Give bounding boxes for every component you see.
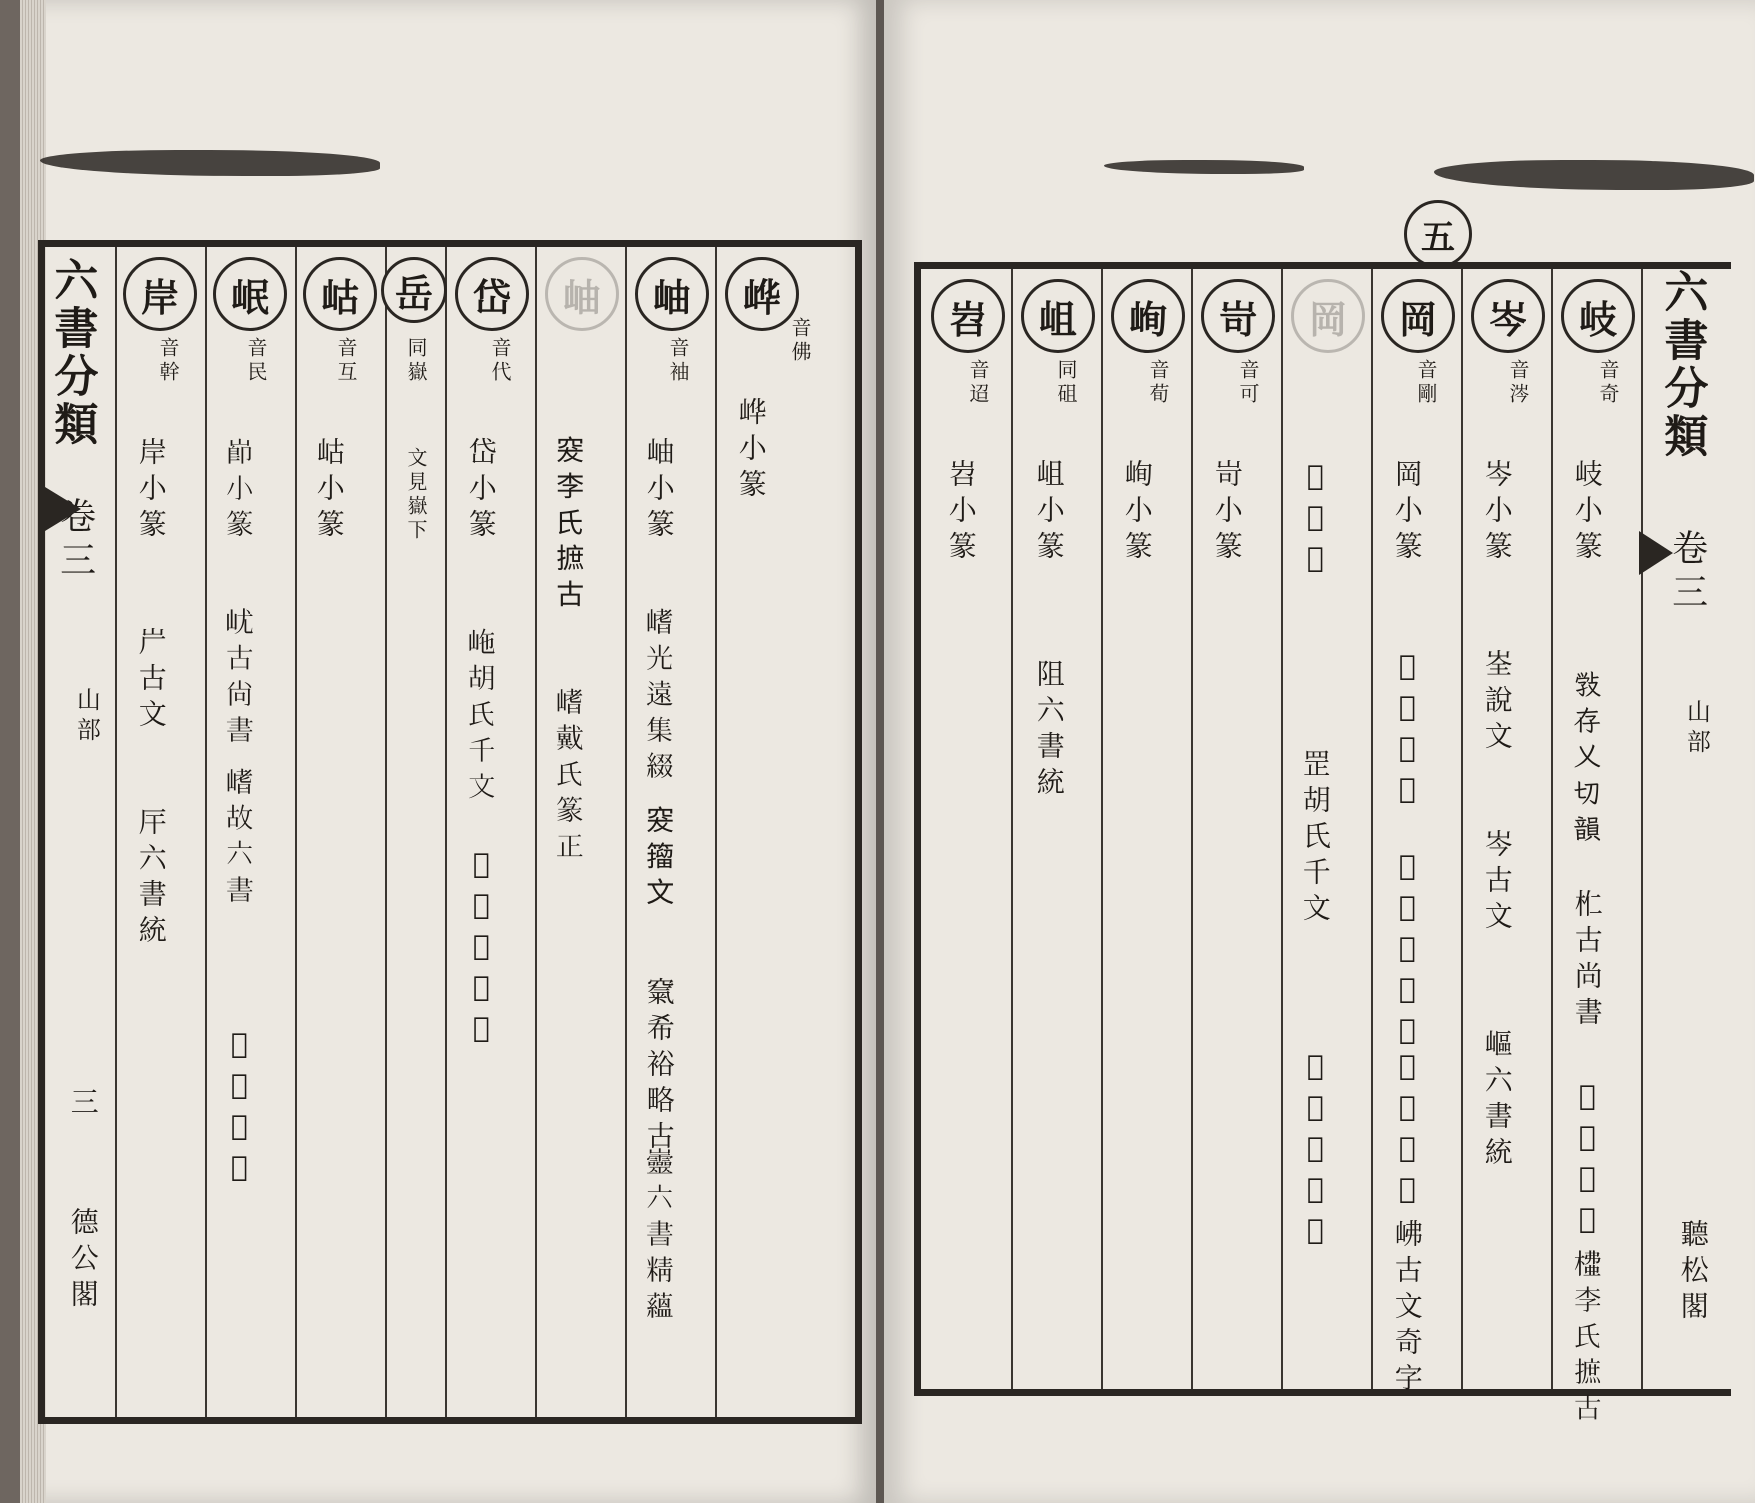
entry-reading: 音幹 — [156, 337, 180, 385]
entry-line: 𡺸光遠集綴 — [642, 607, 676, 787]
entry-line: 岑古文 — [1480, 829, 1514, 937]
fishtail-marker — [45, 487, 81, 531]
entry-head: 岑 — [1471, 279, 1545, 353]
entry-line: 岫小篆 — [642, 437, 676, 545]
right-page — [884, 0, 1755, 1503]
entry-line: 𡵔古尚書 — [222, 607, 256, 751]
entry-line: 𡵽六書精蘊 — [464, 847, 498, 1052]
entry-line: 𥧔希裕略古 — [642, 977, 676, 1157]
entry-line: 𥥛李氏摭古 — [552, 437, 586, 617]
entry-head: 岡 — [1381, 279, 1455, 353]
entry-line: 𡶊胡氏千文 — [464, 627, 498, 807]
entry-line: 岡小篆 — [1390, 459, 1424, 567]
entry-reading: 音奇 — [1596, 359, 1620, 407]
entry-reading: 音佛 — [788, 317, 812, 365]
entry-head: 岫 — [635, 257, 709, 331]
fishtail-marker — [1639, 531, 1673, 575]
entry-head: 㟆 — [725, 257, 799, 331]
ink-smudge — [1434, 160, 1754, 190]
entry-head: 岵 — [303, 257, 377, 331]
entry-head: 峋 — [1111, 279, 1185, 353]
entry-line: 罡胡氏千文 — [1298, 749, 1332, 929]
book-title: 六書分類 — [1656, 269, 1708, 461]
entry-line: 㟆小篆 — [734, 397, 768, 505]
entry-reading: 音袖 — [666, 337, 690, 385]
entry-reading: 音剛 — [1414, 359, 1438, 407]
volume-label: 卷三 — [1666, 529, 1708, 617]
entry-head: 岡 — [1291, 279, 1365, 353]
entry-line: 岱小篆 — [464, 437, 498, 545]
publisher-label: 德公閣 — [66, 1207, 100, 1315]
entry-line: 𡿡六書精蘊 — [642, 1147, 676, 1327]
entry-reading: 音迢 — [966, 359, 990, 407]
entry-head: 岱 — [455, 257, 529, 331]
section-label: 山部 — [1682, 699, 1711, 759]
entry-line: 岧小篆 — [944, 459, 978, 567]
entry-line: 𣏴古尚書 — [1570, 889, 1604, 1033]
entry-line: 峑說文 — [1480, 649, 1514, 757]
entry-head: 岫 — [545, 257, 619, 331]
entry-line: 岵小篆 — [312, 437, 346, 545]
entry-line: 𡶀戴氏篆正 — [1298, 1049, 1332, 1254]
entry-reading: 音代 — [488, 337, 512, 385]
folio-number: 五 — [1404, 200, 1472, 268]
entry-line: 岑小篆 — [1480, 459, 1514, 567]
entry-line: 岨小篆 — [1032, 459, 1066, 567]
entry-line: 𡺸戴氏篆正 — [552, 687, 586, 867]
entry-line: 𡵨華嶽碑 — [1390, 649, 1424, 813]
left-frame — [38, 240, 862, 1424]
section-label: 山部 — [72, 687, 101, 747]
entry-head: 岨 — [1021, 279, 1095, 353]
entry-reading: 音互 — [334, 337, 358, 385]
entry-line: 𡸋義雲章 — [1390, 1049, 1424, 1213]
ink-smudge — [40, 150, 380, 176]
entry-line: 𣙶李氏摭古 — [1570, 1249, 1604, 1429]
entry-line: 岢小篆 — [1210, 459, 1244, 567]
ink-smudge — [1104, 160, 1304, 174]
left-page — [20, 0, 878, 1503]
entry-reading: 音民 — [244, 337, 268, 385]
entry-line: 𥥛籀文 — [642, 807, 676, 915]
folio-number: 三 — [66, 1087, 100, 1123]
entry-line: 阻六書統 — [1032, 659, 1066, 803]
publisher-label: 聽松閣 — [1676, 1219, 1710, 1327]
entry-line: 𢼭古漢書 — [1570, 1079, 1604, 1243]
entry-head: 岧 — [931, 279, 1005, 353]
entry-line: 岸小篆 — [134, 437, 168, 545]
entry-head: 岷 — [213, 257, 287, 331]
entry-head: 岳 — [381, 257, 447, 323]
entry-head: 岸 — [123, 257, 197, 331]
right-frame — [914, 262, 1731, 1429]
entry-line: 厈六書統 — [134, 807, 168, 951]
entry-line: 嶇六書統 — [1480, 1029, 1514, 1173]
entry-line: 𡸎小篆 — [222, 437, 256, 545]
entry-line: 𡺸故六書 — [222, 767, 256, 911]
entry-line: 峋小篆 — [1120, 459, 1154, 567]
entry-line: 𡵍古文 — [1298, 459, 1332, 582]
entry-line: 屵古文 — [134, 627, 168, 735]
entry-line: 文見嶽下 — [404, 447, 428, 543]
entry-line: 𡻖六書統 — [222, 1027, 256, 1191]
entry-reading: 同嶽 — [404, 337, 428, 385]
entry-line: 𡶒古文奇字 — [1390, 1219, 1424, 1399]
entry-line: 𡶓比干墓銘 — [1390, 849, 1424, 1054]
book-title: 六書分類 — [46, 257, 98, 449]
entry-reading: 音可 — [1236, 359, 1260, 407]
entry-head: 岐 — [1561, 279, 1635, 353]
entry-reading: 同砠 — [1054, 359, 1078, 407]
entry-reading: 音涔 — [1506, 359, 1530, 407]
entry-reading: 音荀 — [1146, 359, 1170, 407]
entry-line: 岐小篆 — [1570, 459, 1604, 567]
volume-label: 卷三 — [54, 497, 96, 585]
entry-line: 𢽾存乂切韻 — [1570, 669, 1604, 849]
entry-head: 岢 — [1201, 279, 1275, 353]
